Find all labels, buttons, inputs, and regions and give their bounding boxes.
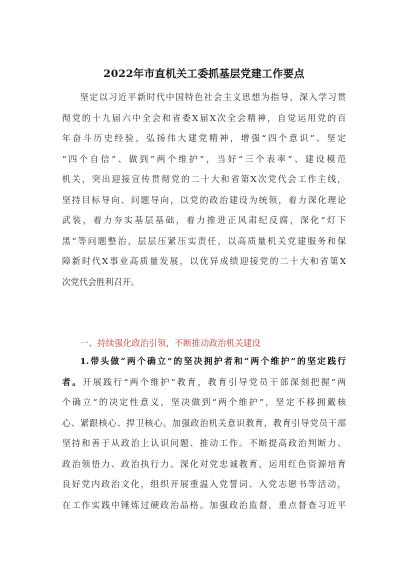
item-1-line: 坚持和善于从政治上认识问题、推动工作。不断提高政治判断力、: [62, 439, 346, 449]
item-1-line: 在工作实践中锤炼过硬政治品格。加强政治监督，重点督查习近平: [62, 500, 346, 511]
intro-line: 障新时代X事业高质量发展，以优异成绩迎接党的二十大和省第X: [62, 257, 346, 267]
intro-line: 武装，着力夯实基层基础，着力推进正风肃纪反腐，深化“灯下: [62, 216, 346, 226]
item-1-line: 心、紧跟核心、捍卫核心。加强政治机关意识教育，教育引导党员干部: [62, 418, 346, 429]
intro-line: 年奋斗历史经验，弘扬伟大建党精神，增强“四个意识”、坚定: [62, 134, 346, 144]
item-1-line: [62, 373, 346, 394]
intro-line: “四个自信”、做到“两个维护”，当好“三个表率”、建设模范: [62, 154, 346, 165]
intro-line: 次党代会胜利召开。: [62, 277, 140, 288]
item-1-heading: 1.带头做“两个确立”的坚决拥护者和“两个维护”的坚定践行: [80, 357, 346, 367]
section-heading-1: 一、持续强化政治引领，不断推动政治机关建设: [80, 339, 261, 349]
intro-line: 黑”等问题整治，层层压紧压实责任，以高质量机关党建服务和保: [62, 236, 346, 247]
item-1-paragraph: [62, 352, 346, 516]
document-title: 2022年市直机关工委抓基层党建工作要点: [103, 68, 305, 80]
intro-line: 机关，突出迎接宣传贯彻党的二十大和省第X次党代会工作主线，: [62, 175, 346, 185]
item-1-heading-end: 者。: [62, 377, 83, 388]
item-1-line: 良好党内政治文化，组织开展重温入党誓词、入党志愿书等活动，: [62, 480, 346, 490]
intro-line: 坚持目标导向、问题导向，以党的政治建设为统领，着力深化理论: [62, 195, 346, 206]
item-1-text: 开展践行“两个维护”教育，教育引导党员干部深刻把握“两: [82, 377, 346, 388]
intro-line: 坚定以习近平新时代中国特色社会主义思想为指导，深入学习贯: [80, 93, 346, 103]
item-1-line: 政治领悟力、政治执行力。深化对党忠诚教育，运用红色资源培育: [62, 459, 346, 470]
item-1-line: 个确立”的决定性意义，坚决做到“两个维护”，坚定不移拥戴核: [62, 398, 346, 408]
intro-line: 彻党的十九届六中全会和省委X届X次全会精神，自觉运用党的百: [62, 113, 346, 124]
intro-paragraph: [62, 88, 346, 293]
